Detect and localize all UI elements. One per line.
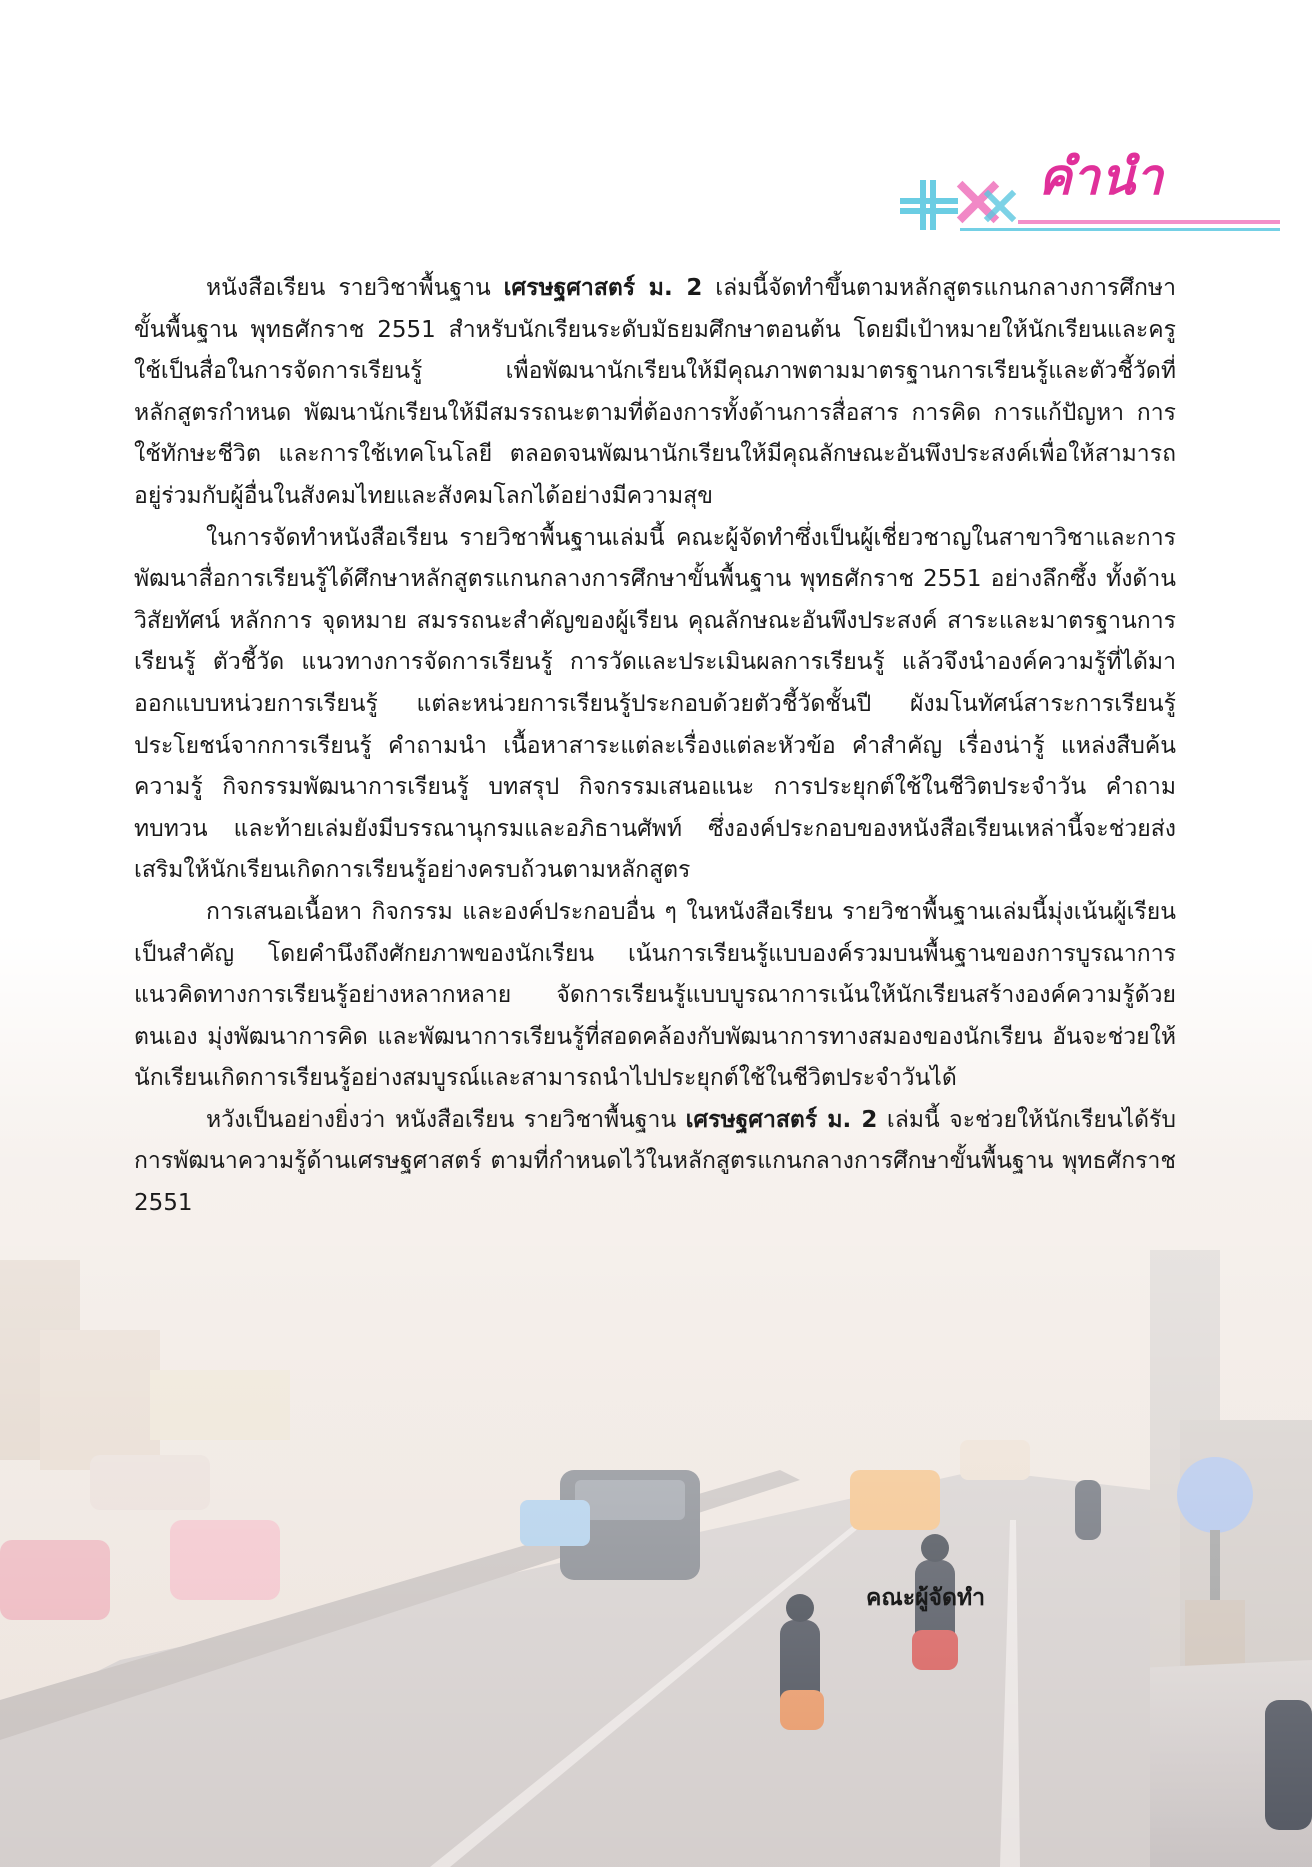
paragraph-4-lead: หวังเป็นอย่างยิ่งว่า หนังสือเรียน รายวิชาพื้นฐาน — [206, 1106, 686, 1133]
page-title: คำนำ — [1038, 148, 1164, 206]
paragraph-4 — [134, 1100, 1176, 1225]
paragraph-4-subject: เศรษฐศาสตร์ ม. 2 — [685, 1106, 878, 1133]
paragraph-1 — [134, 268, 1176, 518]
body-text — [134, 268, 1176, 1225]
paragraph-2 — [134, 518, 1176, 892]
paragraph-3-body: การเสนอเนื้อหา กิจกรรม และองค์ประกอบอื่น ๆ ในหนังสือเรียน รายวิชาพื้นฐานเล่มนี้มุ่งเน้นผู้เรียนเป็นสำคัญ โดยคำนึงถึงศักยภาพของนักเรียน เน้นการเรียนรู้แบบองค์รวมบนพื้นฐานของการบูรณาการแนวคิดทางการเรียนรู้อย่างหลากหลาย จัดการเรียนรู้แบบบูรณาการเน้นให้นักเรียนสร้างองค์ความรู้ด้วยตนเอง มุ่งพัฒนาการคิด และพัฒนาการเรียนรู้ที่สอดคล้องกับพัฒนาการทางสมองของนักเรียน อันจะช่วยให้นักเรียนเกิดการเรียนรู้อย่างสมบูรณ์และสามารถนำไปประยุกต์ใช้ในชีวิตประจำวันได้ — [134, 898, 1176, 1092]
paragraph-4-body: เล่มนี้ จะช่วยให้นักเรียนได้รับการพัฒนาความรู้ด้านเศรษฐศาสตร์ ตามที่กำหนดไว้ในหลักสูตรแกนกลางการศึกษาขั้นพื้นฐาน พุทธศักราช 2551 — [134, 1106, 1176, 1217]
signature: คณะผู้จัดทำ — [866, 1585, 986, 1611]
paragraph-1-subject: เศรษฐศาสตร์ ม. 2 — [503, 275, 703, 301]
paragraph-1-lead: หนังสือเรียน รายวิชาพื้นฐาน — [206, 275, 504, 301]
paragraph-1-body: เล่มนี้จัดทำขึ้นตามหลักสูตรแกนกลางการศึกษาขั้นพื้นฐาน พุทธศักราช 2551 สำหรับนักเรียนระดับมัธยมศึกษาตอนต้น โดยมีเป้าหมายให้นักเรียนและครูใช้เป็นสื่อในการจัดการเรียนรู้ เพื่อพัฒนานักเรียนให้มีคุณภาพตามมาตรฐานการเรียนรู้และตัวชี้วัดที่หลักสูตรกำหนด พัฒนานักเรียนให้มีสมรรถนะตามที่ต้องการทั้งด้านการสื่อสาร การคิด การแก้ปัญหา การใช้ทักษะชีวิต และการใช้เทคโนโลยี ตลอดจนพัฒนานักเรียนให้มีคุณลักษณะอันพึงประสงค์เพื่อให้สามารถอยู่ร่วมกับผู้อื่นในสังคมไทยและสังคมโลกได้อย่างมีความสุข — [134, 275, 1176, 509]
paragraph-2-body: ในการจัดทำหนังสือเรียน รายวิชาพื้นฐานเล่มนี้ คณะผู้จัดทำซึ่งเป็นผู้เชี่ยวชาญในสาขาวิชาและการพัฒนาสื่อการเรียนรู้ได้ศึกษาหลักสูตรแกนกลางการศึกษาขั้นพื้นฐาน พุทธศักราช 2551 อย่างลึกซึ้ง ทั้งด้านวิสัยทัศน์ หลักการ จุดหมาย สมรรถนะสำคัญของผู้เรียน คุณลักษณะอันพึงประสงค์ สาระและมาตรฐานการเรียนรู้ ตัวชี้วัด แนวทางการจัดการเรียนรู้ การวัดและประเมินผลการเรียนรู้ แล้วจึงนำองค์ความรู้ที่ได้มาออกแบบหน่วยการเรียนรู้ แต่ละหน่วยการเรียนรู้ประกอบด้วยตัวชี้วัดชั้นปี ผังมโนทัศน์สาระการเรียนรู้ ประโยชน์จากการเรียนรู้ คำถามนำ เนื้อหาสาระแต่ละเรื่องแต่ละหัวข้อ คำสำคัญ เรื่องน่ารู้ แหล่งสืบค้นความรู้ กิจกรรมพัฒนาการเรียนรู้ บทสรุป กิจกรรมเสนอแนะ การประยุกต์ใช้ในชีวิตประจำวัน คำถามทบทวน และท้ายเล่มยังมีบรรณานุกรมและอภิธานศัพท์ ซึ่งองค์ประกอบของหนังสือเรียนเหล่านี้จะช่วยส่งเสริมให้นักเรียนเกิดการเรียนรู้อย่างครบถ้วนตามหลักสูตร — [134, 524, 1176, 884]
paragraph-3 — [134, 892, 1176, 1100]
